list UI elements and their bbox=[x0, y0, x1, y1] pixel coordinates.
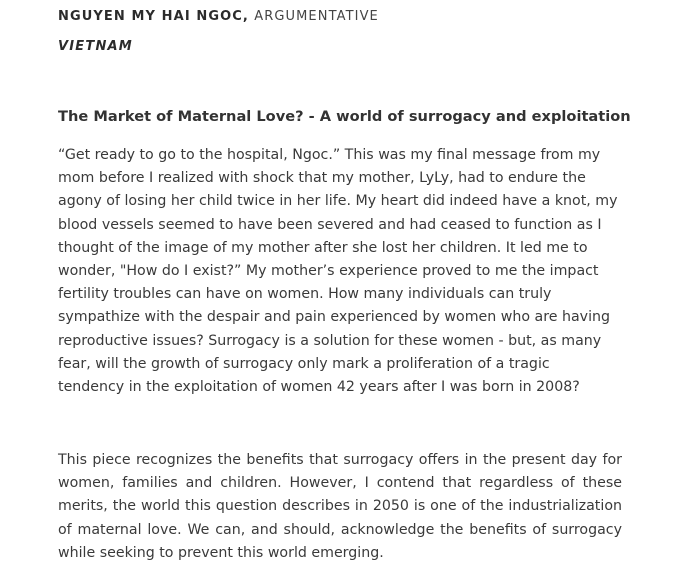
paragraph-line: fertility troubles can have on women. How many individuals can truly bbox=[58, 286, 552, 303]
paragraph-line: tendency in the exploitation of women 42 years after I was born in 2008? bbox=[58, 379, 580, 396]
paragraph-line: blood vessels seemed to have been severed and had ceased to function as I bbox=[58, 216, 602, 233]
paragraph-line: mom before I realized with shock that my mother, LyLy, had to endure the bbox=[58, 170, 586, 187]
paragraph-2 bbox=[58, 449, 622, 565]
paragraph-line: of maternal love. We can, and should, acknowledge the benefits of surrogacy bbox=[58, 521, 622, 538]
paragraph-line: thought of the image of my mother after she lost her children. It led me to bbox=[58, 239, 588, 256]
paragraph-line: “Get ready to go to the hospital, Ngoc.” This was my final message from my bbox=[58, 147, 601, 163]
paragraph-line: while seeking to prevent this world emerging. bbox=[58, 544, 384, 561]
essay-category: ARGUMENTATIVE bbox=[254, 9, 379, 24]
paragraph-line: merits, the world this question describes in 2050 is one of the industrialization bbox=[58, 498, 622, 515]
paragraph-line: wonder, "How do I exist?” My mother’s experience proved to me the impact bbox=[58, 263, 599, 280]
paragraph-line: agony of losing her child twice in her life. My heart did indeed have a knot, my bbox=[58, 193, 618, 210]
paragraph-line: fear, will the growth of surrogacy only mark a proliferation of a tragic bbox=[58, 355, 550, 372]
paragraph-line: This piece recognizes the benefits that surrogacy offers in the present day for bbox=[58, 452, 622, 468]
paragraph-line: reproductive issues? Surrogacy is a solution for these women - but, as many bbox=[58, 332, 602, 349]
essay-title: The Market of Maternal Love? - A world of surrogacy and exploitation bbox=[58, 108, 631, 125]
paragraph-line: sympathize with the despair and pain experienced by women who are having bbox=[58, 309, 611, 326]
paragraph-line: women, families and children. However, I contend that regardless of these bbox=[58, 475, 622, 492]
author-line bbox=[58, 9, 379, 24]
author-name: NGUYEN MY HAI NGOC, bbox=[58, 9, 249, 24]
author-country: VIETNAM bbox=[58, 39, 133, 54]
paragraph-1 bbox=[58, 144, 622, 399]
